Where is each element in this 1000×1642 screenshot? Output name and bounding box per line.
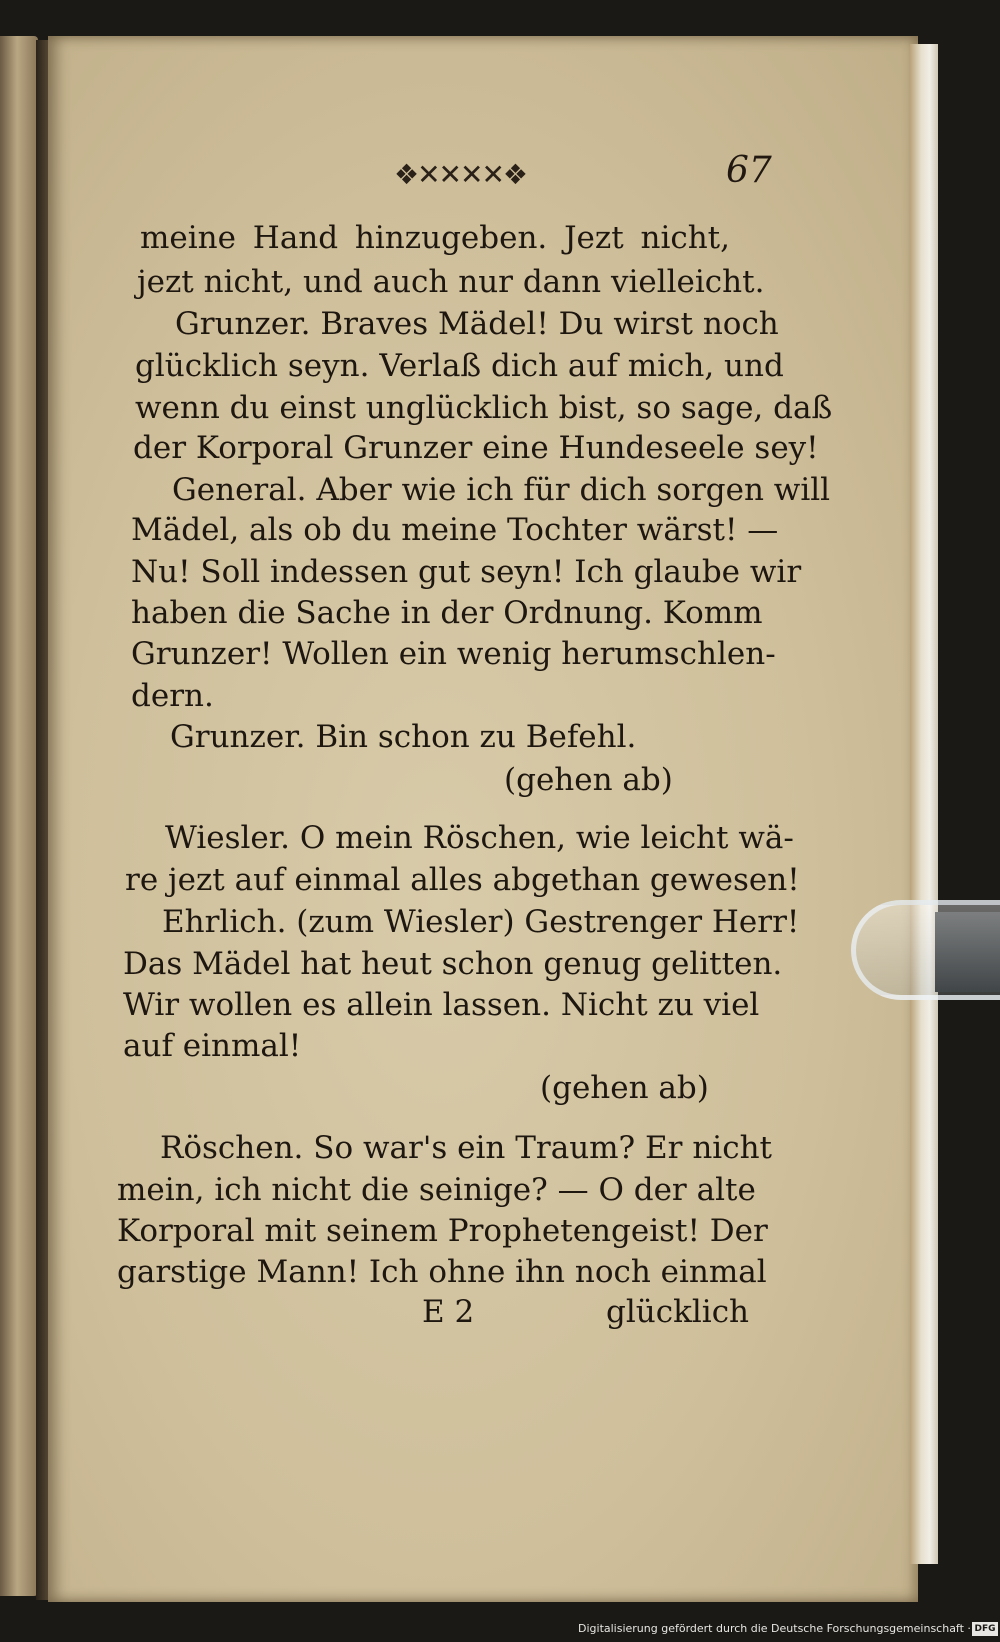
digitization-credit: Digitalisierung gefördert durch die Deutsche Forschungsgemeinschaft · [578,1622,971,1635]
text-line: Wir wollen es allein lassen. Nicht zu viel [123,987,760,1023]
text-line: jezt nicht, und auch nur dann vielleicht. [137,264,765,300]
catchword: glücklich [606,1294,750,1330]
text-line: Grunzer. Bin schon zu Befehl. [170,719,637,755]
text-line: Mädel, als ob du meine Tochter wärst! — [131,512,779,548]
stage-direction: (gehen ab) [540,1070,709,1106]
signature-mark: E 2 [422,1294,475,1330]
text-line: re jezt auf einmal alles abgethan gewesen! [125,862,800,898]
text-line: Wiesler. O mein Röschen, wie leicht wä- [165,820,794,856]
dfg-logo: DFG [972,1622,998,1636]
text-line: meine Hand hinzugeben. Jezt nicht, [140,220,730,256]
text-line: Nu! Soll indessen gut seyn! Ich glaube wir [131,554,802,590]
text-line: auf einmal! [123,1028,302,1064]
page-number: 67 [726,150,772,191]
text-line: wenn du einst unglücklich bist, so sage, daß [135,390,833,426]
text-line: Das Mädel hat heut schon genug gelitten. [123,946,783,982]
text-line: General. Aber wie ich für dich sorgen will [172,472,831,508]
text-line: Röschen. So war's ein Traum? Er nicht [160,1130,772,1166]
text-line: Grunzer. Braves Mädel! Du wirst noch [175,306,779,342]
text-line: mein, ich nicht die seinige? — O der alte [117,1172,756,1208]
text-line: Ehrlich. (zum Wiesler) Gestrenger Herr! [162,904,800,940]
text-line: garstige Mann! Ich ohne ihn noch einmal [117,1254,767,1290]
text-line: haben die Sache in der Ordnung. Komm [131,595,763,631]
text-line: der Korporal Grunzer eine Hundeseele sey! [133,430,819,466]
text-line: Korporal mit seinem Prophetengeist! Der [117,1213,768,1249]
stage-direction: (gehen ab) [504,762,673,798]
text-line: Grunzer! Wollen ein wenig herumschlen- [131,636,776,672]
text-line: glücklich seyn. Verlaß dich auf mich, und [135,348,784,384]
text-line: dern. [131,678,214,714]
header-ornament: ❖✕✕✕✕❖ [393,158,527,191]
